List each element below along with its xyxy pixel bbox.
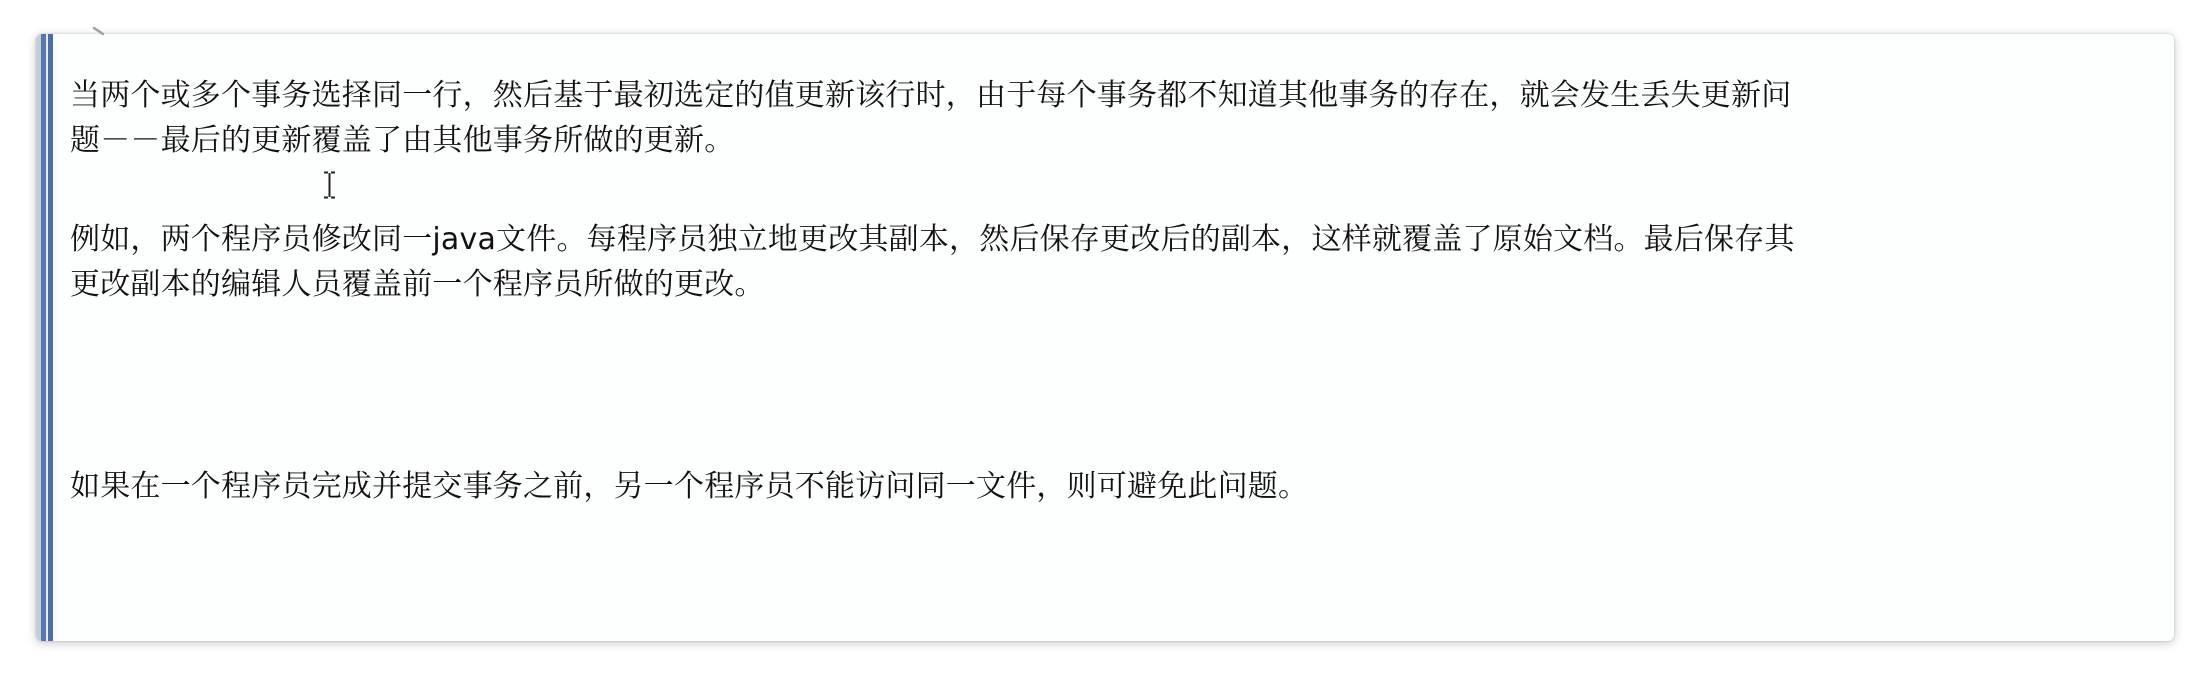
document-window [36,34,2174,641]
paragraph-lost-update-definition [70,73,2174,163]
document-body[interactable] [70,73,2174,509]
corner-artifact-icon [92,26,106,38]
paragraph-line: 如果在一个程序员完成并提交事务之前，另一个程序员不能访问同一文件，则可避免此问题。 [70,469,1309,504]
paragraph-line: 更改副本的编辑人员覆盖前一个程序员所做的更改。 [70,267,765,302]
paragraph-example [70,217,2174,307]
i-beam-cursor-icon [323,171,336,199]
paragraph-solution [70,464,2174,509]
paragraph-line: 题－－最后的更新覆盖了由其他事务所做的更新。 [70,123,735,158]
left-margin-bar [36,34,58,641]
paragraph-line: 当两个或多个事务选择同一行，然后基于最初选定的值更新该行时，由于每个事务都不知道其他事务的存在，就会发生丢失更新问 [70,78,1792,113]
paragraph-line: 例如，两个程序员修改同一java文件。每程序员独立地更改其副本，然后保存更改后的副本，这样就覆盖了原始文档。最后保存其 [70,222,1795,257]
